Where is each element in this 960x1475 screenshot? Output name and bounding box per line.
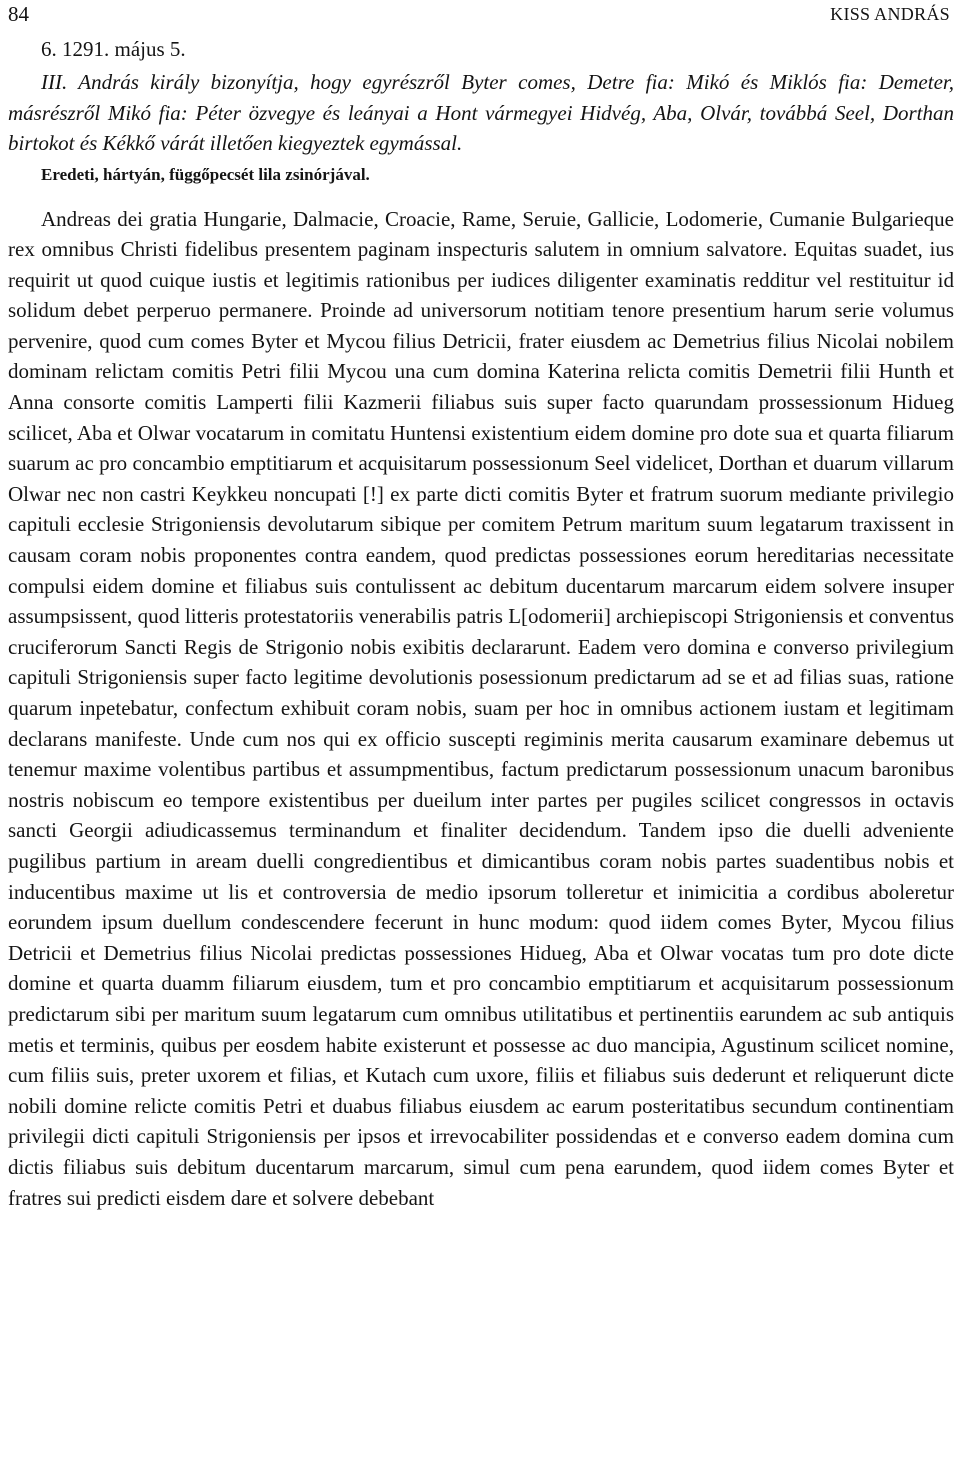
regest-summary: III. András király bizonyítja, hogy egyrészről Byter comes, Detre fia: Mikó és Miklós fia: Demeter, másrészről Mikó fia: Péter özvegye és leányai a Hont vármegyei Hidvég, Aba, Olvár, továbbá Seel, Dorthan birtokot és Kékkő várát illetően kiegyeztek egymással. bbox=[8, 70, 954, 155]
source-note: Eredeti, hártyán, függőpecsét lila zsinórjával. bbox=[41, 164, 370, 184]
document-heading: 6. 1291. május 5. bbox=[41, 37, 186, 61]
running-head-author: KISS ANDRÁS bbox=[830, 4, 950, 24]
page-header bbox=[8, 0, 954, 34]
page-number: 84 bbox=[8, 2, 29, 26]
latin-charter-text: Andreas dei gratia Hungarie, Dalmacie, Croacie, Rame, Seruie, Gallicie, Lodomerie, Cumanie Bulgarieque rex omnibus Christi fidelibus presentem paginam inspecturis salutem in omnium salvatore. Equitas suadet, ius requirit ut quod cuique iustis et legitimis rationibus per iudices diligenter examinatis redditur vel restituitur id solidum debet perperuo permanere. Proinde ad universorum notitiam tenore presentium harum serie volumus pervenire, quod cum comes Byter et Mycou filius Detricii, frater eiusdem ac Demetrius filius Nicolai nobilem dominam relictam comitis Petri filii Mycou una cum domina Katerina relicta comitis Demetrii filii Hunth et Anna consorte comitis Lamperti filii Kazmerii filiabus suis super facto quarundam prossessionum Hidueg scilicet, Aba et Olwar vocatarum in comitatu Huntensi existentium eidem domine pro dote sua et quarta filiarum suarum ac pro concambio emptitiarum et acquisitarum possessionum Seel videlicet, Dorthan et duarum villarum Olwar nec non castri Keykkeu noncupati [!] ex parte dicti comitis Byter et fratrum suorum mediante privilegio capituli ecclesie Strigoniensis devolutarum sibique per comitem Petrum maritum suum legatarum traxissent in causam coram nobis proponentes contra eandem, quod predictas possessiones eorum hereditarias necessitate compulsi eidem domine et filiabus suis contulissent ac debitum ducentarum marcarum eidem solvere insuper assumpsissent, quod litteris protestatoriis venerabilis patris L[odomerii] archiepiscopi Strigoniensis et conventus cruciferorum Sancti Regis de Strigonio nobis exibitis declararunt. Eadem vero domina e converso privilegium capituli Strigoniensis super facto legitime devolutionis posessionum predictarum ad se et ad filias suas, ratione quarum inpetebatur, confectum exhibuit coram nobis, suam per hoc in omnibus actionem iustam et legitimam declarans manifeste. Unde cum nos qui ex officio suscepti regiminis merita causarum examinare debemus ut tenemur maxime volentibus partibus et assumpmentibus, factum predictarum possessionum unacum baronibus nostris nobiscum eo tempore existentibus per dueilum inter partes per pugiles scilicet congressos in octavis sancti Georgii adiudicassemus terminandum et finaliter decidendum. Tandem ipso die duelli adveniente pugilibus partium in aream duelli congredientibus et dimicantibus coram nobis partes suadentibus nobis et inducentibus maxime ut lis et controversia de medio ipsorum tolleretur et inimicitia a cordibus aboleretur eorundem ipsum duellum condescendere fecerunt in hunc modum: quod iidem comes Byter, Mycou filius Detricii et Demetrius filius Nicolai predictas possessiones Hidueg, Aba et Olwar vocatas tum pro dote dicte domine et quarta duamm filiarum eiusdem, tum et pro concambio emptitiarum et acquisitarum possessionum predictarum sibi per maritum suum legatarum cum omnibus utilitatibus et pertinentiis earundem ac sub antiquis metis et terminis, quibus per eosdem habite existerunt et possesse ac duo mancipia, Agustinum scilicet nomine, cum filiis suis, preter uxorem et filias, et Kutach cum uxore, filiis et filiabus suis dederunt et reliquerunt dicte nobili domine relicte comitis Petri et duabus filiabus eiusdem ac earum posteritatibus secundum continentiam privilegii dicti capituli Strigoniensis per ipsos et irrevocabiliter possidendas et e converso eadem domina cum dictis filiabus suis debitum ducentarum marcarum, simul cum pena earundem, quod iidem comes Byter et fratres sui predicti eisdem dare et solvere debebant bbox=[8, 206, 954, 1210]
document-page bbox=[8, 0, 954, 1213]
